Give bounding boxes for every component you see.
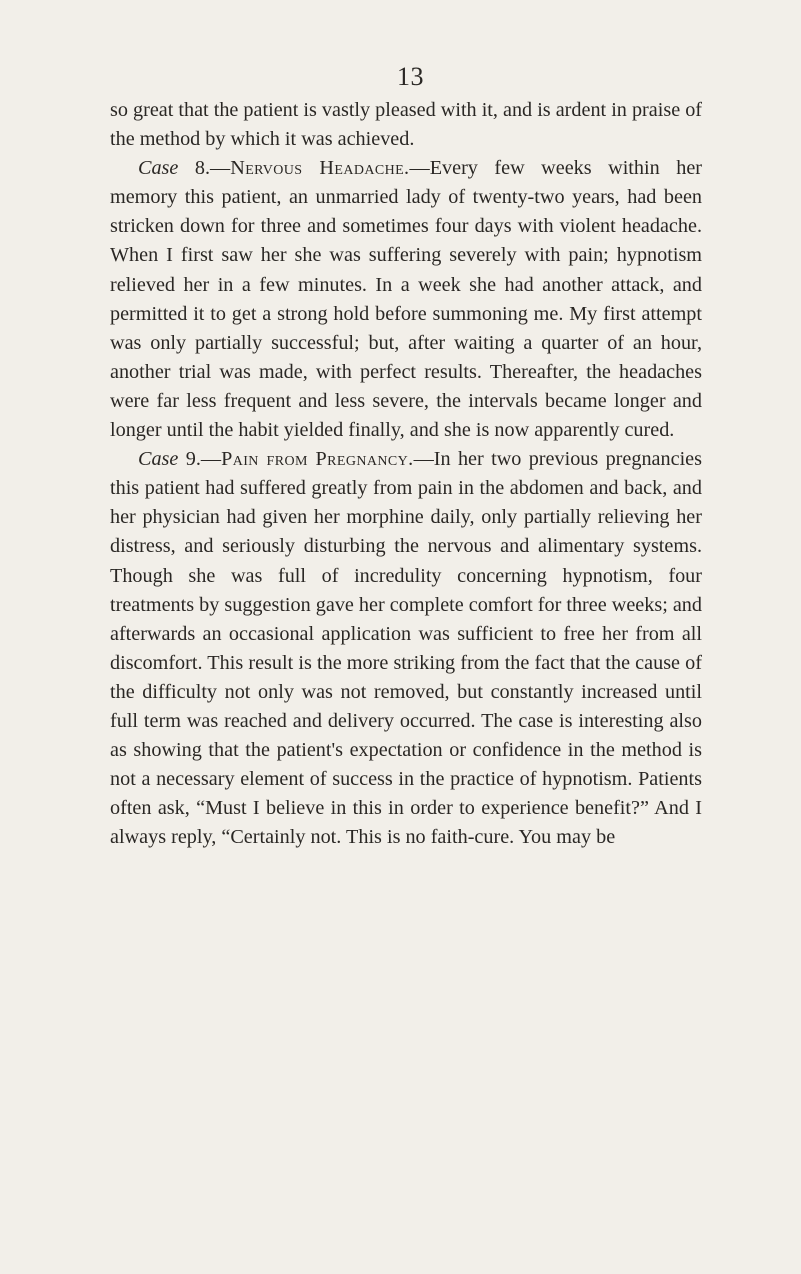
case-title: Pain from Pregnancy. [221, 448, 414, 471]
case-label: Case [138, 157, 179, 180]
paragraph-continuation [110, 96, 702, 154]
paragraph-case-9 [110, 445, 702, 852]
case-number: 9.— [178, 448, 222, 471]
paragraph-case-8 [110, 154, 702, 445]
case-title: Nervous Headache. [230, 157, 410, 180]
case-number: 8.— [178, 157, 231, 180]
case-label: Case [138, 448, 179, 471]
body-text [110, 96, 702, 852]
paragraph-text: so great that the patient is vastly pleased with it, and is ardent in praise of the method by which it was achieved. [110, 99, 703, 151]
paragraph-text: —Every few weeks within her memory this patient, an unmarried lady of twenty-two years, had been stricken down for three and sometimes four days with violent headache. When I first saw her she was suffering severely with pain; hypnotism relieved her in a few minutes. In a week she had another attack, and permitted it to get a strong hold before summoning me. My first attempt was only partially successful; but, after waiting a quarter of an hour, another trial was made, with perfect results. Thereafter, the headaches were far less frequent and less severe, the intervals became longer and longer until the habit yielded finally, and she is now apparently cured. [110, 157, 702, 442]
page-number: 13 [397, 62, 424, 91]
paragraph-text: —In her two previous pregnancies this patient had suffered greatly from pain in the abdomen and back, and her physician had given her morphine daily, only partially relieving her distress, and seriously disturbing the nervous and alimentary systems. Though she was full of incredulity concerning hypnotism, four treatments by suggestion gave her complete comfort for three weeks; and afterwards an occasional application was sufficient to free her from all discomfort. This result is the more striking from the fact that the cause of the difficulty not only was not removed, but constantly increased until full term was reached and delivery occurred. The case is interesting also as showing that the patient's expectation or confidence in the method is not a necessary element of success in the practice of hypnotism. Patients often ask, “Must I believe in this in order to experience benefit?” And I always reply, “Certainly not. This is no faith-cure. You may be [110, 448, 702, 849]
